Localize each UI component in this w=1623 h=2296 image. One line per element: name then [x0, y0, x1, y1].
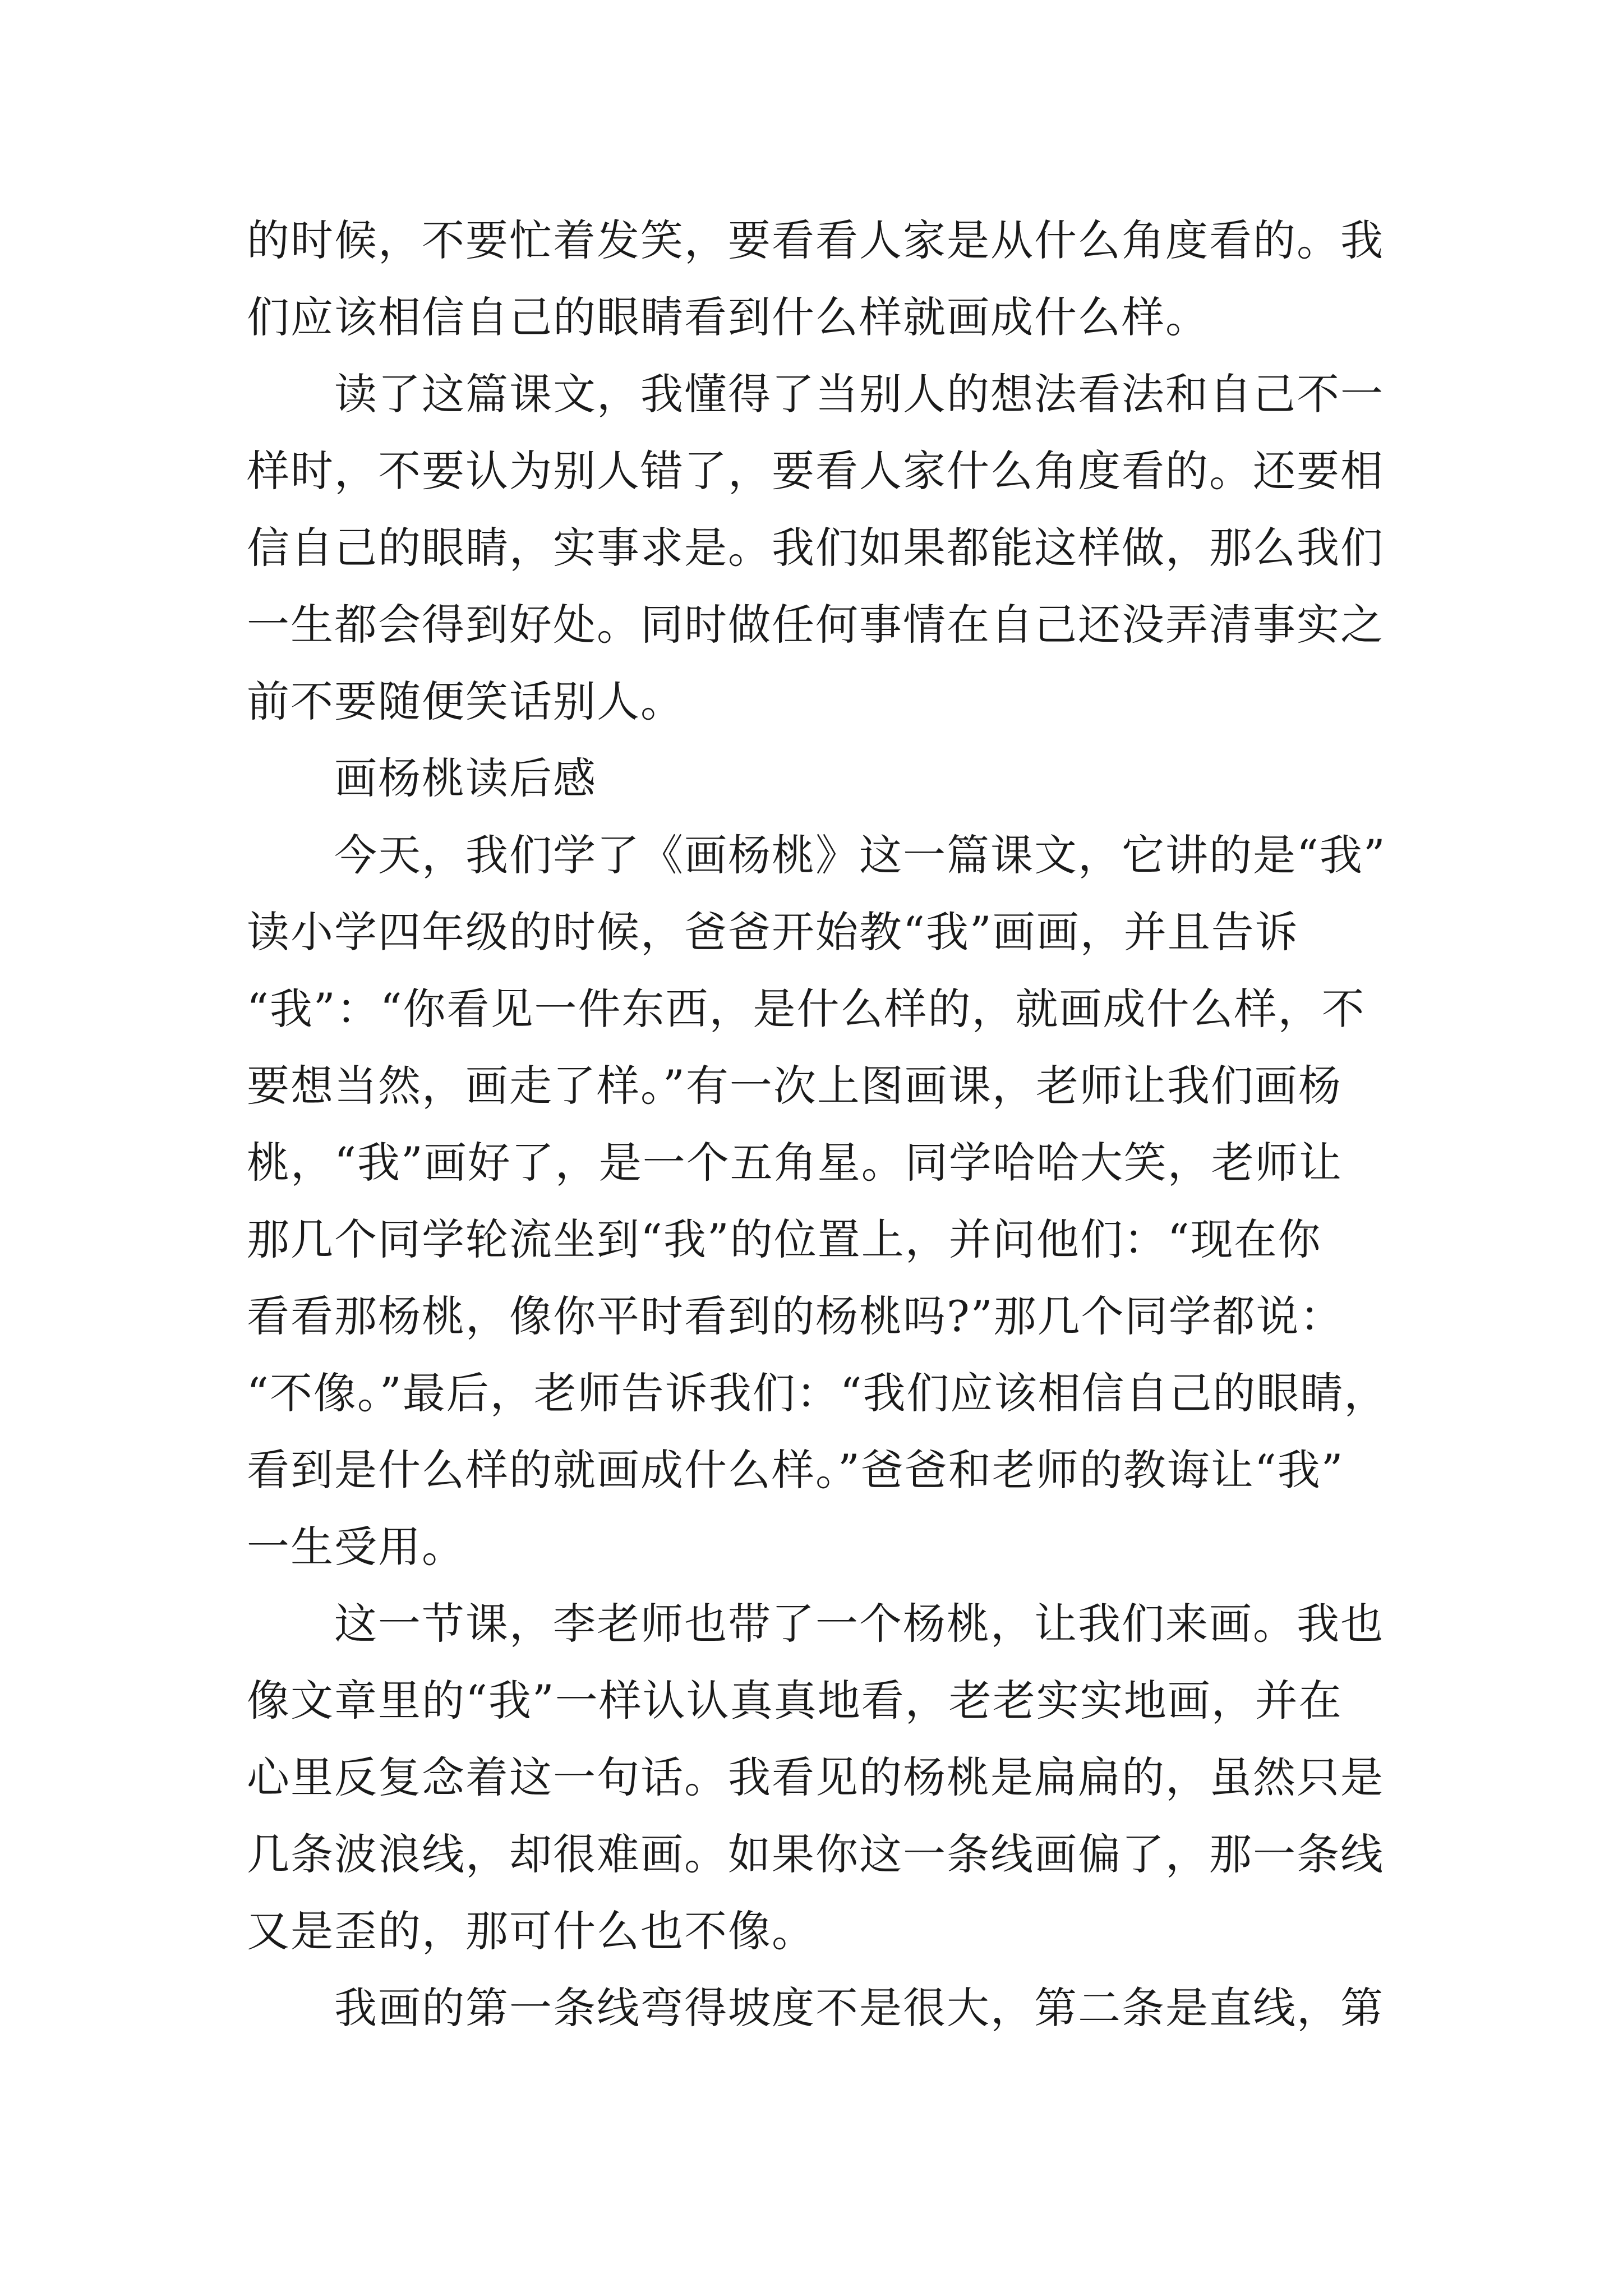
text-line: 桃，“我”画好了，是一个五角星。同学哈哈大笑，老师让	[247, 1138, 1343, 1188]
section-title: 画杨桃读后感	[334, 753, 597, 803]
text-line: 读小学四年级的时候，爸爸开始教“我”画画，并且告诉	[247, 907, 1299, 957]
text-line: 们应该相信自己的眼睛看到什么样就画成什么样。	[247, 292, 1209, 342]
text-line: 几条波浪线，却很难画。如果你这一条线画偏了，那一条线	[247, 1829, 1384, 1879]
text-line: 像文章里的“我”一样认认真真地看，老老实实地画，并在	[247, 1676, 1343, 1726]
paragraph-start: 这一节课，李老师也带了一个杨桃，让我们来画。我也	[334, 1599, 1384, 1649]
text-line: 看看那杨桃，像你平时看到的杨桃吗?”那几个同学都说：	[247, 1291, 1344, 1341]
text-line: 信自己的眼睛，实事求是。我们如果都能这样做，那么我们	[247, 523, 1384, 573]
text-line: 要想当然，画走了样。”有一次上图画课，老师让我们画杨	[247, 1061, 1342, 1111]
text-line: 一生受用。	[247, 1522, 465, 1572]
paragraph-start: 我画的第一条线弯得坡度不是很大，第二条是直线，第	[334, 1983, 1384, 2033]
text-line: 看到是什么样的就画成什么样。”爸爸和老师的教诲让“我”	[247, 1445, 1344, 1495]
document-page	[247, 202, 1388, 2046]
text-line: 又是歪的，那可什么也不像。	[247, 1906, 815, 1956]
text-line: 前不要随便笑话别人。	[247, 677, 684, 726]
text-line: “不像。”最后，老师告诉我们：“我们应该相信自己的眼睛，	[247, 1368, 1388, 1418]
text-line: “我”：“你看见一件东西，是什么样的，就画成什么样，不	[247, 984, 1366, 1034]
paragraph-start: 读了这篇课文，我懂得了当别人的想法看法和自己不一	[334, 369, 1384, 419]
text-line: 样时，不要认为别人错了，要看人家什么角度看的。还要相	[247, 446, 1384, 496]
paragraph-start: 今天，我们学了《画杨桃》这一篇课文，它讲的是“我”	[334, 830, 1386, 880]
text-line: 心里反复念着这一句话。我看见的杨桃是扁扁的，虽然只是	[247, 1752, 1384, 1802]
text-line: 的时候，不要忙着发笑，要看看人家是从什么角度看的。我	[247, 215, 1384, 265]
text-line: 那几个同学轮流坐到“我”的位置上，并问他们：“现在你	[247, 1214, 1322, 1264]
text-line: 一生都会得到好处。同时做任何事情在自己还没弄清事实之	[247, 600, 1384, 650]
